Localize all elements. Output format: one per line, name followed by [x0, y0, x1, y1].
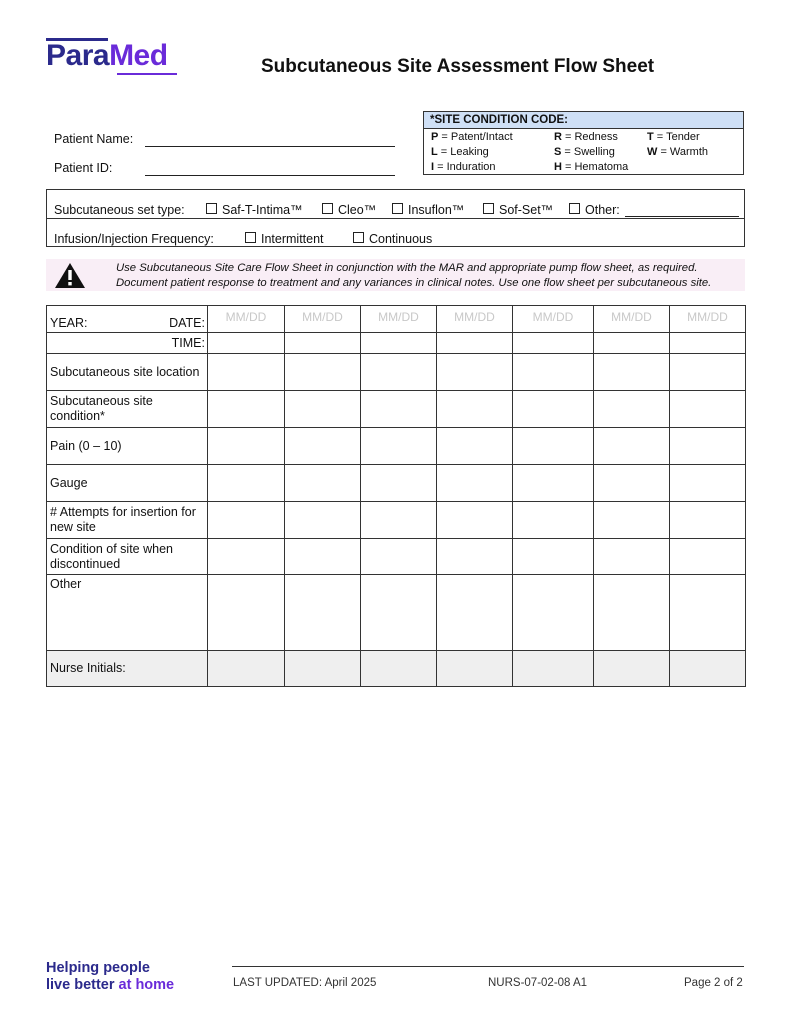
logo-underline	[117, 73, 177, 75]
page-number: Page 2 of 2	[684, 977, 743, 989]
entry-cell[interactable]	[594, 465, 670, 502]
tagline-line-2: live better at home	[46, 977, 175, 993]
row-label-site-location: Subcutaneous site location	[47, 354, 208, 391]
entry-cell[interactable]	[285, 502, 361, 539]
entry-cell[interactable]	[670, 354, 746, 391]
patient-name-label: Patient Name:	[54, 132, 134, 146]
entry-cell[interactable]	[208, 391, 285, 428]
checkbox[interactable]	[245, 232, 256, 243]
nurse-initials-row	[47, 651, 746, 687]
entry-cell[interactable]	[361, 539, 437, 575]
entry-cell[interactable]	[670, 391, 746, 428]
entry-cell[interactable]	[208, 465, 285, 502]
checkbox[interactable]	[569, 203, 580, 214]
entry-cell[interactable]	[670, 575, 746, 651]
entry-cell[interactable]	[513, 502, 594, 539]
code-item: R = Redness	[554, 131, 618, 143]
entry-cell[interactable]	[513, 575, 594, 651]
code-item: P = Patent/Intact	[431, 131, 513, 143]
entry-cell[interactable]	[361, 465, 437, 502]
entry-cell[interactable]	[285, 428, 361, 465]
warning-line-1: Use Subcutaneous Site Care Flow Sheet in conjunction with the MAR and appropriate pump flow sheet, as required.	[116, 262, 698, 274]
date-cell[interactable]: MM/DD	[594, 306, 670, 333]
code-item: L = Leaking	[431, 146, 489, 158]
table-row	[47, 354, 746, 391]
entry-cell[interactable]	[513, 465, 594, 502]
entry-cell[interactable]	[594, 354, 670, 391]
option-saf-t-intima[interactable]: Saf-T-Intima™	[206, 202, 303, 218]
entry-cell[interactable]	[594, 428, 670, 465]
last-updated: LAST UPDATED: April 2025	[233, 977, 377, 989]
initials-cell[interactable]	[513, 651, 594, 687]
entry-cell[interactable]	[285, 354, 361, 391]
time-cell[interactable]	[594, 333, 670, 354]
other-field[interactable]	[625, 216, 739, 217]
table-row	[47, 428, 746, 465]
table-row	[47, 502, 746, 539]
entry-cell[interactable]	[361, 354, 437, 391]
year-date-header	[47, 306, 208, 333]
row-label-attempts: # Attempts for insertion for new site	[47, 502, 208, 539]
initials-cell[interactable]	[285, 651, 361, 687]
entry-cell[interactable]	[513, 539, 594, 575]
row-label-other: Other	[47, 575, 208, 651]
year-label: YEAR:	[50, 316, 88, 330]
set-type-divider	[47, 218, 744, 219]
row-label-site-condition: Subcutaneous site condition*	[47, 391, 208, 428]
entry-cell[interactable]	[437, 502, 513, 539]
patient-id-label: Patient ID:	[54, 161, 113, 175]
entry-cell[interactable]	[594, 539, 670, 575]
option-sof-set[interactable]: Sof-Set™	[483, 202, 553, 218]
assessment-table	[46, 305, 745, 685]
warning-icon	[54, 262, 86, 289]
tagline-line-1: Helping people	[46, 960, 150, 976]
entry-cell[interactable]	[208, 575, 285, 651]
entry-cell[interactable]	[285, 465, 361, 502]
initials-cell[interactable]	[670, 651, 746, 687]
initials-cell[interactable]	[437, 651, 513, 687]
entry-cell[interactable]	[670, 428, 746, 465]
entry-cell[interactable]	[285, 391, 361, 428]
initials-cell[interactable]	[361, 651, 437, 687]
time-label: TIME:	[47, 333, 208, 354]
warning-text	[116, 261, 746, 291]
time-cell[interactable]	[670, 333, 746, 354]
entry-cell[interactable]	[670, 502, 746, 539]
date-row	[47, 306, 746, 333]
entry-cell[interactable]	[670, 465, 746, 502]
table-row	[47, 575, 746, 651]
row-label-pain: Pain (0 – 10)	[47, 428, 208, 465]
code-item: T = Tender	[647, 131, 700, 143]
entry-cell[interactable]	[594, 575, 670, 651]
entry-cell[interactable]	[437, 539, 513, 575]
time-cell[interactable]	[208, 333, 285, 354]
checkbox[interactable]	[392, 203, 403, 214]
footer-divider	[232, 966, 744, 967]
code-item: S = Swelling	[554, 146, 615, 158]
entry-cell[interactable]	[361, 502, 437, 539]
row-label-condition-discontinued: Condition of site when discontinued	[47, 539, 208, 575]
date-label: DATE:	[169, 316, 205, 330]
date-cell[interactable]: MM/DD	[285, 306, 361, 333]
entry-cell[interactable]	[285, 575, 361, 651]
entry-cell[interactable]	[437, 428, 513, 465]
frequency-label: Infusion/Injection Frequency:	[54, 232, 214, 246]
entry-cell[interactable]	[594, 502, 670, 539]
code-item: I = Induration	[431, 161, 496, 173]
option-intermittent[interactable]: Intermittent	[245, 231, 324, 247]
code-item: H = Hematoma	[554, 161, 629, 173]
entry-cell[interactable]	[208, 354, 285, 391]
entry-cell[interactable]	[513, 354, 594, 391]
footer-tagline	[46, 960, 174, 994]
date-cell[interactable]: MM/DD	[437, 306, 513, 333]
time-cell[interactable]	[285, 333, 361, 354]
page-title: Subcutaneous Site Assessment Flow Sheet	[261, 56, 655, 77]
entry-cell[interactable]	[437, 575, 513, 651]
table-row	[47, 539, 746, 575]
entry-cell[interactable]	[513, 428, 594, 465]
entry-cell[interactable]	[513, 391, 594, 428]
patient-name-field[interactable]	[145, 146, 395, 147]
code-item: W = Warmth	[647, 146, 709, 158]
paramed-logo: ParaMed	[46, 39, 168, 72]
option-continuous[interactable]: Continuous	[353, 231, 432, 247]
entry-cell[interactable]	[208, 502, 285, 539]
time-row	[47, 333, 746, 354]
entry-cell[interactable]	[361, 391, 437, 428]
set-type-label: Subcutaneous set type:	[54, 203, 185, 217]
date-cell[interactable]: MM/DD	[208, 306, 285, 333]
site-condition-code-box	[423, 111, 744, 175]
checkbox[interactable]	[483, 203, 494, 214]
set-type-box	[46, 189, 745, 247]
entry-cell[interactable]	[437, 354, 513, 391]
warning-line-2: Document patient response to treatment and any variances in clinical notes. Use one flow sheet per subcutaneous site.	[116, 277, 712, 289]
date-cell[interactable]: MM/DD	[513, 306, 594, 333]
initials-cell[interactable]	[208, 651, 285, 687]
entry-cell[interactable]	[594, 391, 670, 428]
time-cell[interactable]	[513, 333, 594, 354]
date-cell[interactable]: MM/DD	[670, 306, 746, 333]
option-insuflon[interactable]: Insuflon™	[392, 202, 464, 218]
nurse-initials-label: Nurse Initials:	[47, 651, 208, 687]
entry-cell[interactable]	[208, 428, 285, 465]
entry-cell[interactable]	[437, 391, 513, 428]
entry-cell[interactable]	[208, 539, 285, 575]
entry-cell[interactable]	[285, 539, 361, 575]
date-cell[interactable]: MM/DD	[361, 306, 437, 333]
checkbox[interactable]	[206, 203, 217, 214]
patient-id-field[interactable]	[145, 175, 395, 176]
option-other[interactable]: Other:	[569, 202, 620, 218]
table-row	[47, 465, 746, 502]
table-row	[47, 391, 746, 428]
site-condition-code-heading: *SITE CONDITION CODE:	[424, 112, 743, 129]
entry-cell[interactable]	[361, 428, 437, 465]
initials-cell[interactable]	[594, 651, 670, 687]
checkbox[interactable]	[322, 203, 333, 214]
document-code: NURS-07-02-08 A1	[488, 977, 588, 989]
row-label-gauge: Gauge	[47, 465, 208, 502]
entry-cell[interactable]	[437, 465, 513, 502]
entry-cell[interactable]	[670, 539, 746, 575]
entry-cell[interactable]	[361, 575, 437, 651]
option-cleo[interactable]: Cleo™	[322, 202, 376, 218]
time-cell[interactable]	[361, 333, 437, 354]
time-cell[interactable]	[437, 333, 513, 354]
checkbox[interactable]	[353, 232, 364, 243]
